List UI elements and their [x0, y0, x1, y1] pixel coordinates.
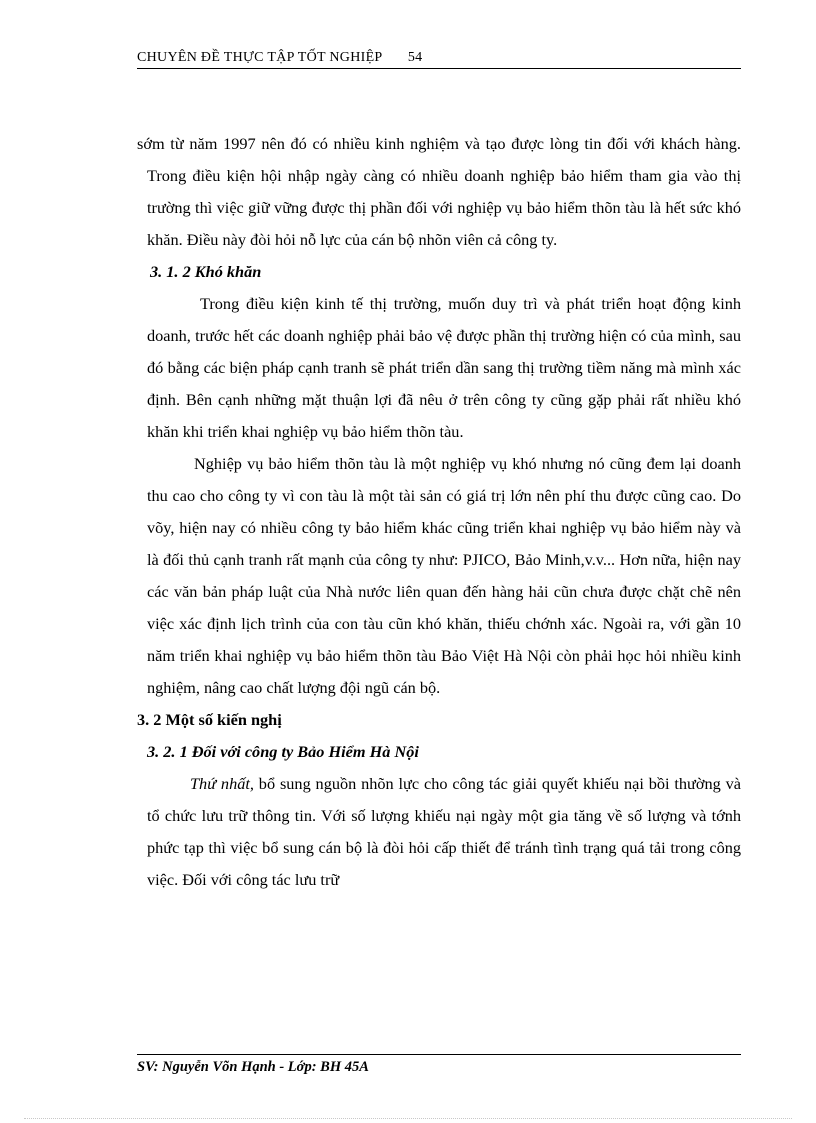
footer-divider [137, 1054, 741, 1055]
page-footer: SV: Nguyễn Võn Hạnh - Lớp: BH 45A [137, 1059, 369, 1075]
paragraph-text: bổ sung nguồn nhõn lực cho công tác giải quyết khiếu nại bồi thường và tổ chức lưu trữ thông tin. Với số lượng khiếu nại ngày một gia tăng về số lượng và tớnh phức tạp thì việc bổ sung cán bộ là đòi hỏi cấp thiết để tránh tình trạng quá tải trong công việc. Đối với công tác lưu trữ [147, 774, 741, 889]
page-header [137, 50, 741, 69]
page-number: 54 [407, 50, 423, 65]
paragraph-difficulties: Trong điều kiện kinh tế thị trường, muốn duy trì và phát triển hoạt động kinh doanh, trước hết các doanh nghiệp phải bảo vệ được phần thị trường hiện có của mình, sau đó bằng các biện pháp cạnh tranh sẽ phát triển dần sang thị trường tiềm năng mà mình xác định. Bên cạnh những mặt thuận lợi đã nêu ở trên công ty cũng gặp phải rất nhiều khó khăn khi triển khai nghiệp vụ bảo hiểm thõn tàu. [147, 294, 741, 441]
section-heading-3-1-2: 3. 1. 2 Khó khăn [150, 262, 262, 281]
page-bottom-edge [24, 1118, 792, 1119]
paragraph-continued: sớm từ năm 1997 nên đó có nhiều kinh nghiệm và tạo được lòng tin đối với khách hàng. Trong điều kiện hội nhập ngày càng có nhiều doanh nghiệp bảo hiểm tham gia vào thị trường thì việc giữ vững được thị phần đối với nghiệp vụ bảo hiểm thõn tàu là hết sức khó khăn. Điều này đòi hỏi nỗ lực của cán bộ nhõn viên cả công ty. [137, 134, 741, 249]
section-heading-3-2: 3. 2 Một số kiến nghị [137, 710, 282, 729]
document-body [137, 128, 741, 896]
paragraph-hull-insurance: Nghiệp vụ bảo hiểm thõn tàu là một nghiệp vụ khó nhưng nó cũng đem lại doanh thu cao cho công ty vì con tàu là một tài sản có giá trị lớn nên phí thu được cũng cao. Do võy, hiện nay có nhiều công ty bảo hiểm khác cũng triển khai nghiệp vụ bảo hiểm này và là đối thủ cạnh tranh rất mạnh của công ty như: PJICO, Bảo Minh,v.v... Hơn nữa, hiện nay các văn bản pháp luật của Nhà nước liên quan đến hàng hải cũn chưa được chặt chẽ nên việc xác định lịch trình của con tàu cũn khó khăn, thiếu chớnh xác. Ngoài ra, với gần 10 năm triển khai nghiệp vụ bảo hiểm thõn tàu Bảo Việt Hà Nội còn phải học hỏi nhiều kinh nghiệm, nâng cao chất lượng đội ngũ cán bộ. [147, 454, 741, 697]
paragraph-first-recommendation [137, 768, 741, 896]
header-title: CHUYÊN ĐỀ THỰC TẬP TỐT NGHIỆP [137, 50, 382, 65]
lead-phrase: Thứ nhất, [190, 774, 254, 793]
section-heading-3-2-1: 3. 2. 1 Đối với công ty Bảo Hiểm Hà Nội [147, 742, 419, 761]
